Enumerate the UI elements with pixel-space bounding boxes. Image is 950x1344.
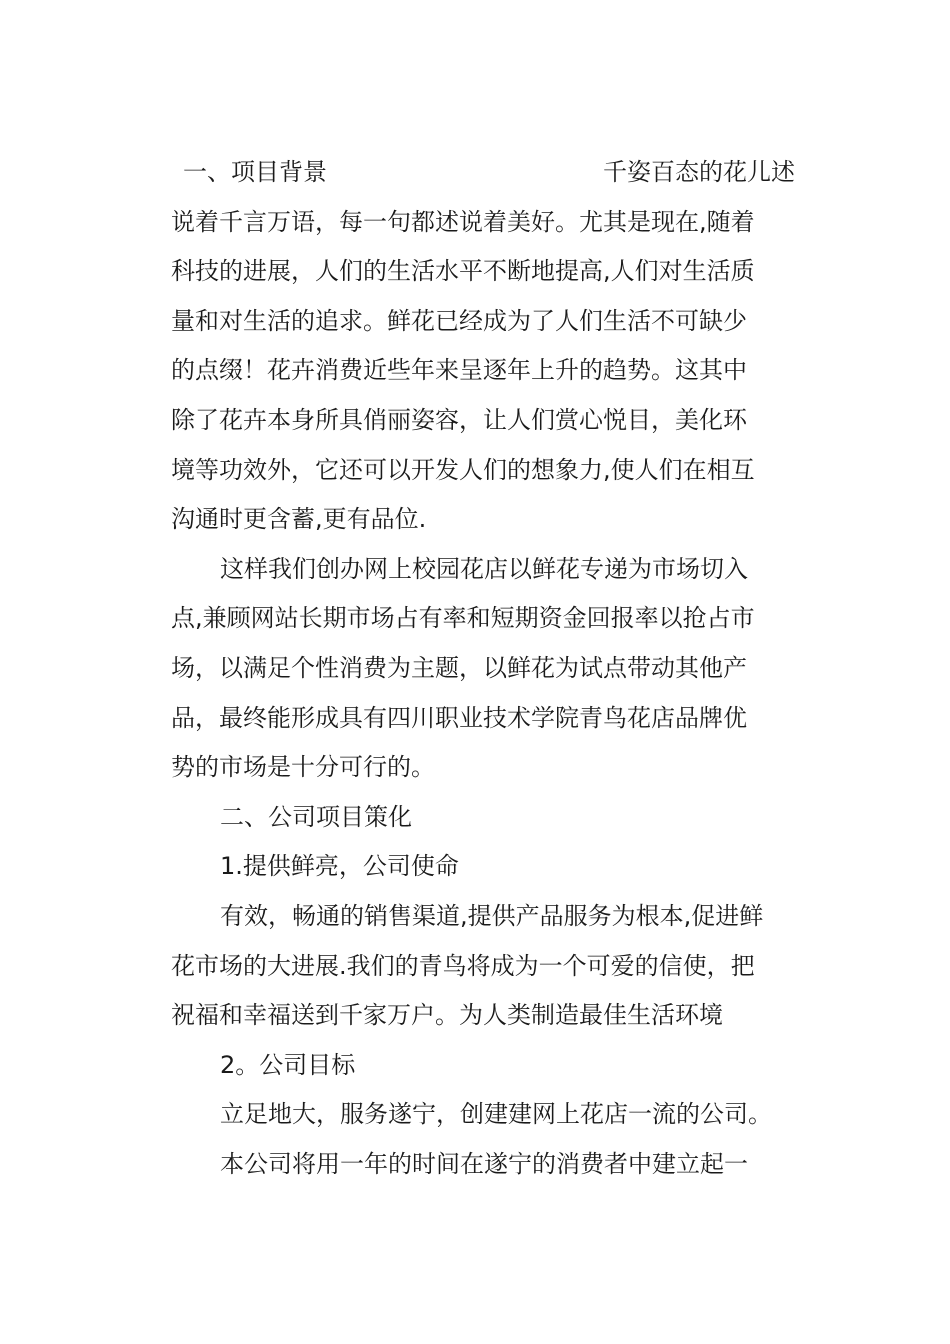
paragraph-line: 量和对生活的追求。鲜花已经成为了人们生活不可缺少 <box>171 306 747 335</box>
paragraph-line: 科技的进展，人们的生活水平不断地提高,人们对生活质 <box>171 257 755 286</box>
section-2-item-2-next-paragraph: 本公司将用一年的时间在遂宁的消费者中建立起一 <box>220 1149 748 1178</box>
paragraph-line: 品，最终能形成具有四川职业技术学院青鸟花店品牌优 <box>171 703 747 732</box>
section-2-item-1-paragraph <box>171 892 811 1041</box>
paragraph-line: 这样我们创办网上校园花店以鲜花专递为市场切入 <box>220 554 748 583</box>
section-2-heading: 二、公司项目策化 <box>220 802 412 831</box>
section-2-item-2-title: 2。公司目标 <box>220 1050 356 1079</box>
paragraph-line: 祝福和幸福送到千家万户。为人类制造最佳生活环境 <box>171 1001 723 1030</box>
section-1-lead: 千姿百态的花儿述 <box>603 158 795 186</box>
section-1-paragraph-2 <box>171 545 811 793</box>
section-1-heading-row <box>171 148 811 198</box>
paragraph-line: 说着千言万语，每一句都述说着美好。尤其是现在,随着 <box>171 207 755 236</box>
paragraph-line: 境等功效外，它还可以开发人们的想象力,使人们在相互 <box>171 455 755 484</box>
paragraph-line: 除了花卉本身所具俏丽姿容，让人们赏心悦目，美化环 <box>171 405 747 434</box>
section-2-item-2-paragraph: 立足地大，服务遂宁，创建建网上花店一流的公司。 <box>220 1100 772 1129</box>
paragraph-line: 花市场的大进展.我们的青鸟将成为一个可爱的信使，把 <box>171 951 755 980</box>
section-2-item-1-title: 1.提供鲜亮，公司使命 <box>220 852 459 881</box>
paragraph-line: 沟通时更含蓄,更有品位. <box>171 505 427 534</box>
paragraph-line: 有效，畅通的销售渠道,提供产品服务为根本,促进鲜 <box>220 901 764 930</box>
paragraph-line: 的点缀！花卉消费近些年来呈逐年上升的趋势。这其中 <box>171 356 747 385</box>
paragraph-line: 点,兼顾网站长期市场占有率和短期资金回报率以抢占市 <box>171 604 755 633</box>
section-1-paragraph-1 <box>171 198 811 545</box>
paragraph-line: 场，以满足个性消费为主题，以鲜花为试点带动其他产 <box>171 653 747 682</box>
paragraph-line: 势的市场是十分可行的。 <box>171 753 435 782</box>
section-1-heading: 一、项目背景 <box>183 158 327 186</box>
document-body <box>171 148 811 1189</box>
